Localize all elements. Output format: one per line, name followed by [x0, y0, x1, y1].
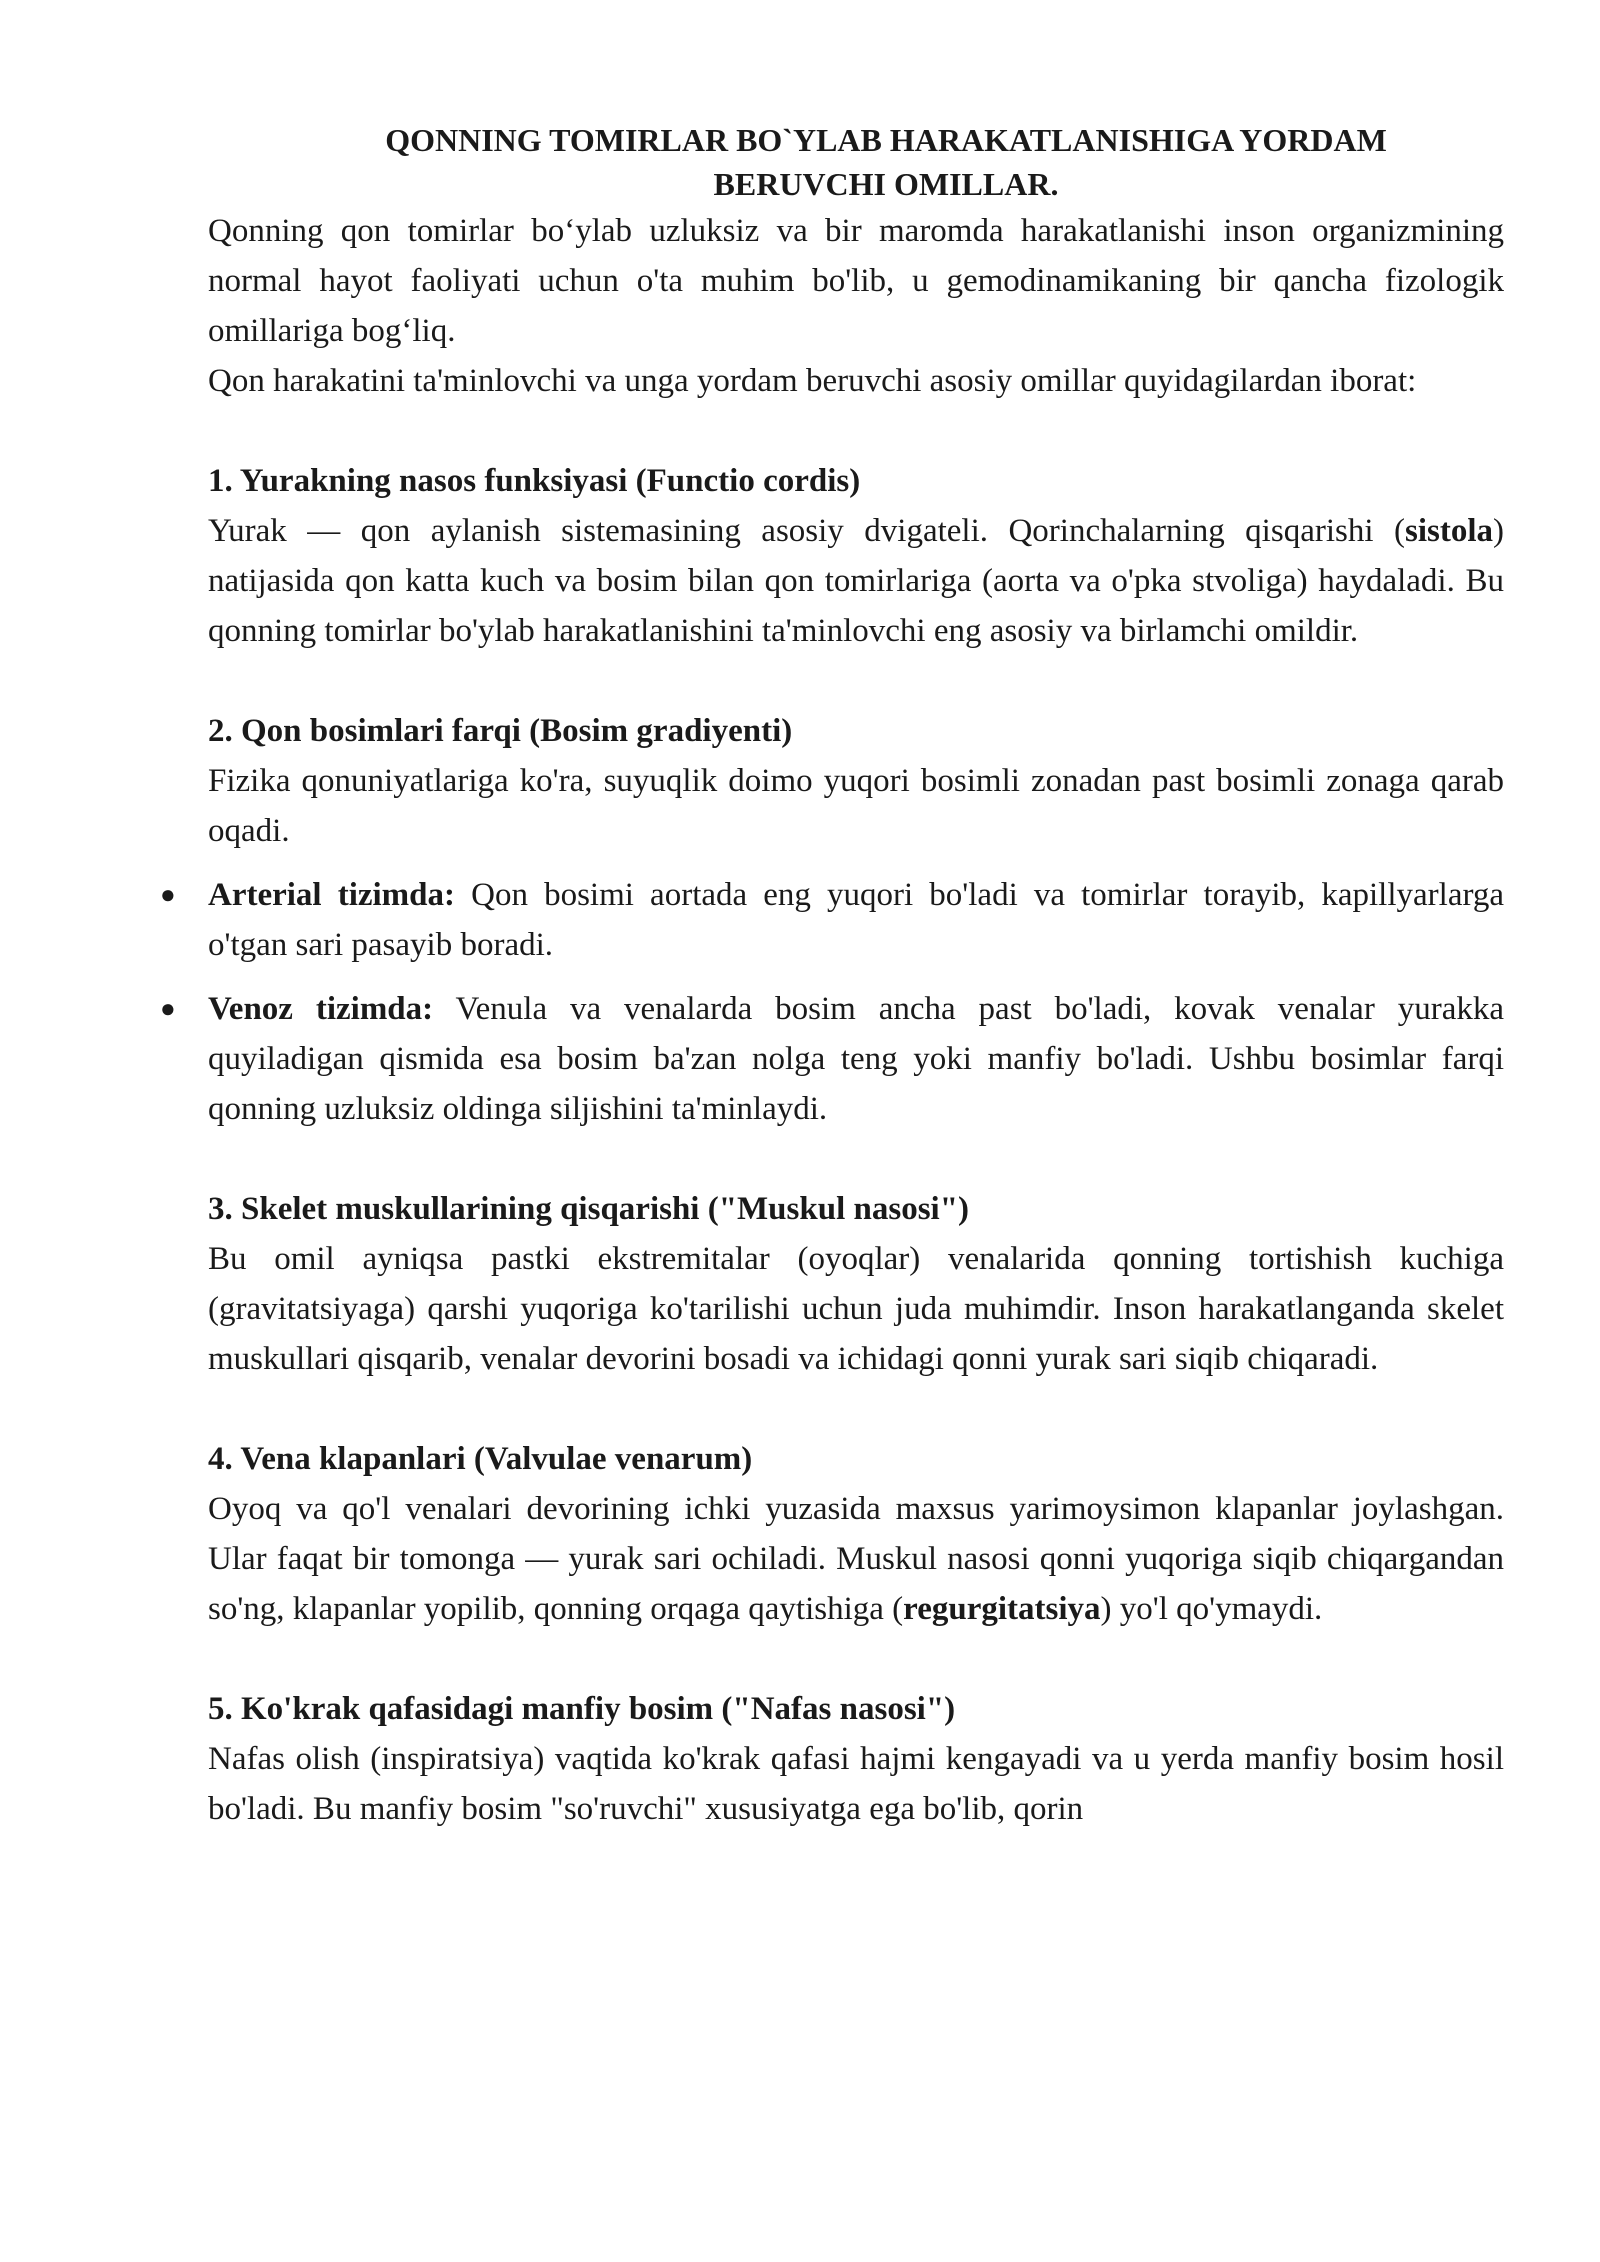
section-5-heading: 5. Ko'krak qafasidagi manfiy bosim ("Nafas nasosi") [208, 1691, 956, 1727]
section-1-text: Yurak — qon aylanish sistemasining asosiy dvigateli. Qorinchalarning qisqarishi (sistola) natijasida qon katta kuch va bosim bilan qon tomirlariga (aorta va o'pka stvoliga) haydaladi. Bu qonning tomirlar bo'ylab harakatlanishini ta'minlovchi eng asosiy va birlamchi omildir. [208, 513, 1504, 649]
section-4-heading: 4. Vena klapanlari (Valvulae venarum) [208, 1441, 753, 1477]
section-2-text: Fizika qonuniyatlariga ko'ra, suyuqlik doimo yuqori bosimli zonadan past bosimli zonaga qarab oqadi. [208, 763, 1504, 849]
bullet-label: Arterial tizimda: [208, 877, 456, 913]
document-title [268, 118, 1504, 206]
document-page [160, 118, 1505, 1834]
term-sistola: sistola [1404, 513, 1493, 549]
section-3-heading: 3. Skelet muskullarining qisqarishi ("Muskul nasosi") [208, 1191, 970, 1227]
list-item: ● Arterial tizimda: Qon bosimi aortada eng yuqori bo'ladi va tomirlar torayib, kapillyarlarga o'tgan sari pasayib boradi. [208, 870, 1504, 970]
bullet-label: Venoz tizimda: [208, 991, 434, 1027]
section-2-bullet-list [160, 870, 1505, 1134]
title-line-1: QONNING TOMIRLAR BO`YLAB HARAKATLANISHIGA YORDAM [385, 122, 1387, 158]
section-4-text: Oyoq va qo'l venalari devorining ichki yuzasida maxsus yarimoysimon klapanlar joylashgan. Ular faqat bir tomonga — yurak sari ochiladi. Muskul nasosi qonni yuqoriga siqib chiqargandan so'ng, klapanlar yopilib, qonning orqaga qaytishiga (regurgitatsiya) yo'l qo'ymaydi. [208, 1491, 1504, 1627]
term-regurgitatsiya: regurgitatsiya [903, 1591, 1101, 1627]
section-2-heading: 2. Qon bosimlari farqi (Bosim gradiyenti) [208, 713, 793, 749]
bullet-icon: ● [160, 994, 176, 1023]
title-line-2: BERUVCHI OMILLAR. [713, 166, 1059, 202]
section-1-heading: 1. Yurakning nasos funksiyasi (Functio cordis) [208, 463, 861, 499]
intro-paragraph-2: Qon harakatini ta'minlovchi va unga yordam beruvchi asosiy omillar quyidagilardan iborat: [208, 363, 1417, 399]
section-3-text: Bu omil ayniqsa pastki ekstremitalar (oyoqlar) venalarida qonning tortishish kuchiga (gravitatsiyaga) qarshi yuqoriga ko'tarilishi uchun juda muhimdir. Inson harakatlanganda skelet muskullari qisqarib, venalar devorini bosadi va ichidagi qonni yurak sari siqib chiqaradi. [208, 1241, 1504, 1377]
section-5-text: Nafas olish (inspiratsiya) vaqtida ko'krak qafasi hajmi kengayadi va u yerda manfiy bosim hosil bo'ladi. Bu manfiy bosim "so'ruvchi" xususiyatga ega bo'lib, qorin [208, 1741, 1504, 1827]
intro-paragraph-1: Qonning qon tomirlar bo‘ylab uzluksiz va bir maromda harakatlanishi inson organizmining normal hayot faoliyati uchun o'ta muhim bo'lib, u gemodinamikaning bir qancha fizologik omillariga bog‘liq. [208, 213, 1504, 349]
bullet-icon: ● [160, 880, 176, 909]
list-item: ● Venoz tizimda: Venula va venalarda bosim ancha past bo'ladi, kovak venalar yurakka quyiladigan qismida esa bosim ba'zan nolga teng yoki manfiy bo'ladi. Ushbu bosimlar farqi qonning uzluksiz oldinga siljishini ta'minlaydi. [208, 984, 1504, 1134]
